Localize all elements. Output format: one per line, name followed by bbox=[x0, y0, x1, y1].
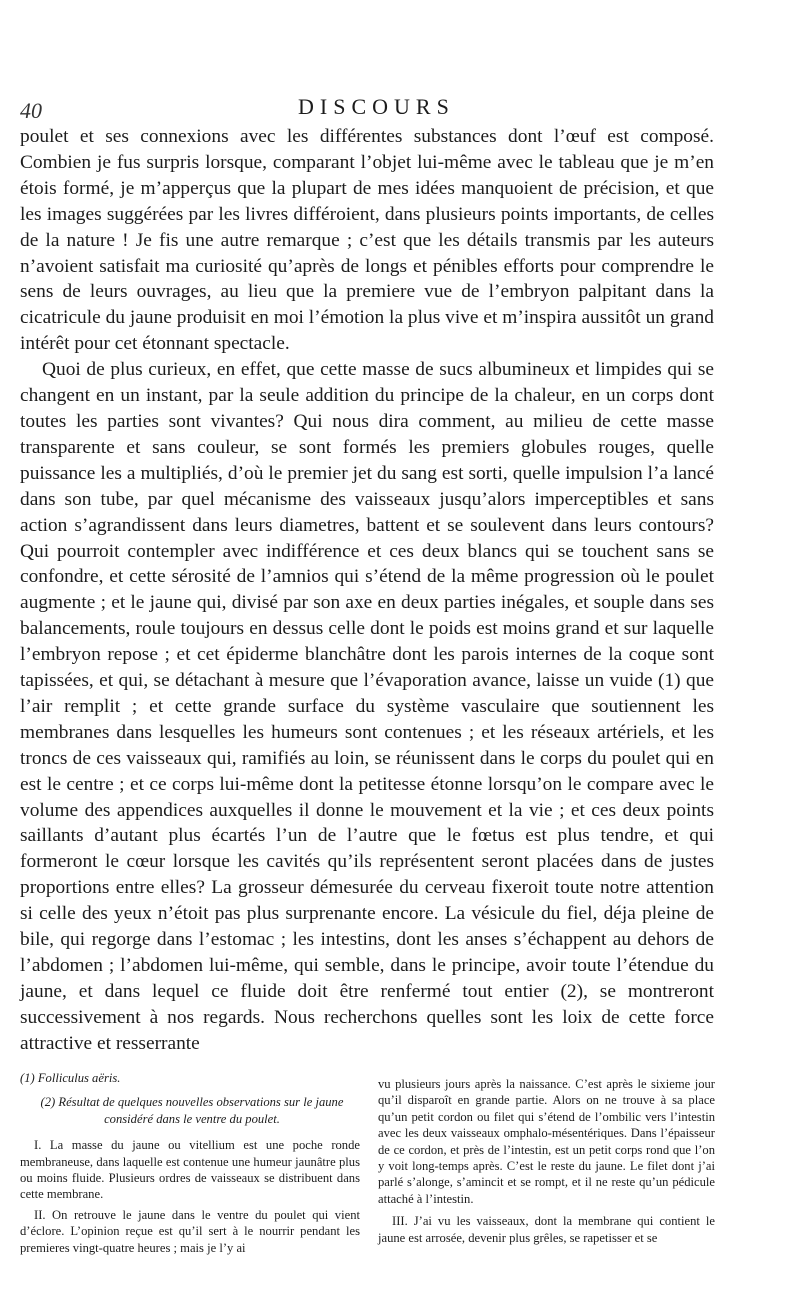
paragraph-2: Quoi de plus curieux, en effet, que cette masse de sucs albumineux et limpides qui se changent en un instant, par la seule addition du principe de la chaleur, en un corps dont toutes les parties sont vivantes? Qui nous dira comment, au milieu de cette masse transparente et sans couleur, se sont formés les premiers globules rouges, quelle puissance les a multipliés, d’où le premier jet du sang est sorti, quelle impulsion l’a lancé dans son tube, par quel mécanisme des vaisseaux jusqu’alors imperceptibles et sans action s’agrandissent dans leurs diametres, battent et se soulevent dans leurs contours? Qui pourroit contempler avec indifférence et ces deux blancs qui se touchent sans se confondre, et cette sérosité de l’amnios qui s’étend de la même progression où le poulet augmente ; et le jaune qui, divisé par son axe en deux parties inégales, et souple dans ses balancements, roule toujours en dessus celle dont le poids est moins grand et sur laquelle l’embryon repose ; et cet épiderme blanchâtre dont les parois internes de la coque sont tapissées, et qui, se détachant à mesure que l’évaporation avance, laisse un vuide (1) que l’air remplit ; et cette grande surface du système vasculaire que soutiennent les membranes dans lesquelles les humeurs sont contenues ; et les réseaux artériels, et les troncs de ces vaisseaux qui, ramifiés au loin, se réunissent dans le corps du poulet qui en est le centre ; et ce corps lui-même dont la petitesse étonne lorsqu’on le compare avec le volume des appendices auxquelles il donne le mouvement et la vie ; et ces deux points saillants d’autant plus écartés l’un de l’autre que le fœtus est plus tendre, et qui formeront le cœur lorsque les cavités qu’ils représentent seront placées dans de justes proportions entre elles? La grosseur démesurée du cerveau fixeroit toute notre attention si celle des yeux n’étoit pas plus surprenante encore. La vésicule du fiel, déja pleine de bile, qui regorge dans l’estomac ; les intestins, dont les anses s’échappent au dehors de l’abdomen ; l’abdomen lui-même, qui semble, dans le principe, avoir toute l’étendue du jaune, et dans lequel ce fluide doit être renfermé tout entier (2), se montreront successivement à nos regards. Nous recherchons quelles sont les loix de cette force attractive et resserrante bbox=[20, 359, 714, 1054]
paragraph-1: poulet et ses connexions avec les différentes substances dont l’œuf est composé. Combien je fus surpris lorsque, comparant l’objet lui-même avec le tableau que je m’en étois formé, je m’apperçus que la plupart de mes idées manquoient de précision, et que les images suggérées par les livres différoient, dans plusieurs points importants, de celles de la nature ! Je fis une autre remarque ; c’est que les détails transmis par les auteurs n’avoient satisfait ma curiosité qu’après de longs et pénibles efforts pour comprendre le sens de leurs ouvrages, au lieu que la premiere vue de l’embryon palpitant dans la cicatricule du jaune produisit en moi l’émotion la plus vive et m’inspira aussitôt un grand intérêt pour cet étonnant spectacle. bbox=[20, 126, 714, 355]
footnotes-left-column bbox=[20, 1070, 360, 1260]
note-III: III. J’ai vu les vaisseaux, dont la membrane qui contient le jaune est arrosée, devenir plus grêles, se rapetisser et se bbox=[378, 1214, 715, 1245]
running-head: DISCOURS bbox=[298, 94, 455, 119]
footnote-2: (2) Résultat de quelques nouvelles observations sur le jaune considéré dans le ventre du poulet. bbox=[40, 1095, 344, 1126]
note-II: II. On retrouve le jaune dans le ventre du poulet qui vient d’éclore. L’opinion reçue est qu’il sert à le nourrir pendant les premieres vingt-quatre heures ; mais je l’y ai bbox=[20, 1207, 360, 1255]
footnote-1: (1) Folliculus aëris. bbox=[20, 1071, 121, 1085]
main-text bbox=[20, 124, 714, 1057]
page-number: 40 bbox=[20, 98, 42, 123]
note-I: I. La masse du jaune ou vitellium est une poche ronde membraneuse, dans laquelle est contenue une humeur jaunâtre plus ou moins fluide. Plusieurs ordres de vaisseaux se distribuent dans cette membrane. bbox=[20, 1138, 360, 1202]
note-II-continuation: vu plusieurs jours après la naissance. C’est après le sixieme jour qu’il disparoît en grande partie. Alors on ne trouve à sa place qu’un petit cordon ou filet qui s’étend de l’ombilic vers l’intestin avec les deux vaisseaux omphalo-mésentériques. Dans l’épaisseur de ce cordon, et près de l’intestin, est un petit corps rond que l’on y voit long-temps après. C’est le reste du jaune. Le filet dont j’ai parlé s’alonge, s’amincit et se rompt, et il ne reste qu’un pédicule attaché à l’intestin. bbox=[378, 1077, 715, 1206]
footnotes-right-column bbox=[378, 1076, 715, 1246]
